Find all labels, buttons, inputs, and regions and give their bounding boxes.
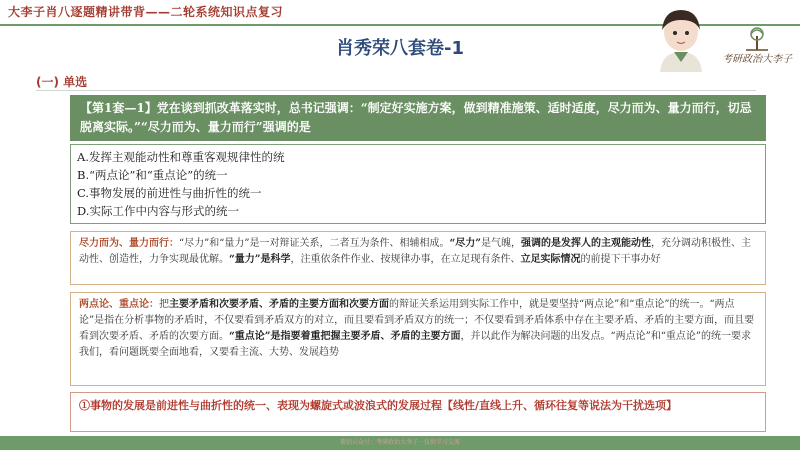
explanation-bold: 强调的是发挥人的主观能动性 bbox=[520, 238, 651, 249]
option-c[interactable]: C.事物发展的前进性与曲折性的统一 bbox=[77, 186, 262, 200]
explanation-text: 的辩证关系运用到实际工作中，就是要坚持“两点论”和“重点论”的统一。“两点论”是指在分析事物的矛盾时，不仅要看到矛盾双方的对立，而且要看到矛盾双方的统一；不仅要看到矛盾体系中存在主要矛盾、矛盾的主要方面，而且要看到次要矛盾、矛盾的次要方面。 bbox=[79, 299, 755, 342]
section-label: (一) 单选 bbox=[36, 75, 88, 89]
brand-logo bbox=[716, 26, 798, 72]
explanation-bold: “量力”是科学 bbox=[229, 254, 291, 265]
course-title: 大李子肖八逐题精讲带背——二轮系统知识点复习 bbox=[8, 5, 284, 19]
tree-logo-icon bbox=[716, 26, 798, 52]
logo-text: 考研政治大李子 bbox=[722, 54, 792, 65]
option-b[interactable]: B.“两点论”和“重点论”的统一 bbox=[77, 168, 228, 182]
explanation-bold: 立足实际情况 bbox=[520, 254, 581, 265]
explanation-bold: 主要矛盾和次要矛盾、矛盾的主要方面和次要方面 bbox=[169, 299, 389, 310]
explanation-text: “尽力”和“量力”是一对辩证关系，二者互为条件、相辅相成。 bbox=[179, 238, 450, 249]
question-stem: 【第1套—1】党在谈到抓改革落实时，总书记强调：“制定好实施方案，做到精准施策、适时适度，尽力而为、量力而行，切忌脱离实际。”“尽力而为、量力而行”强调的是 bbox=[70, 95, 766, 141]
explanation-bold: “重点论”是指要着重把握主要矛盾、矛盾的主要方面 bbox=[229, 331, 461, 342]
explanation-text: ，充分调动积极性、主动性、创造性，力争实现最优解。 bbox=[79, 238, 751, 265]
section-divider bbox=[36, 90, 756, 91]
page-title: 肖秀荣八套卷-1 bbox=[336, 38, 464, 59]
explanation-keyword: 两点论、重点论： bbox=[79, 299, 159, 310]
explanation-text: ，注重依条件作业、按规律办事，在立足现有条件、 bbox=[290, 254, 521, 265]
explanation-text: 把 bbox=[159, 299, 169, 310]
explanation-text: 是气魄， bbox=[480, 238, 521, 249]
explanation-box-1 bbox=[70, 231, 766, 285]
option-a[interactable]: A.发挥主观能动性和尊重客观规律性的统 bbox=[77, 150, 285, 164]
explanation-keyword: 尽力而为、量力而行： bbox=[79, 238, 179, 249]
explanation-box-2 bbox=[70, 292, 766, 386]
option-d[interactable]: D.实际工作中内容与形式的统一 bbox=[77, 204, 239, 218]
explanation-bold: “尽力” bbox=[449, 238, 481, 249]
options-list bbox=[70, 144, 766, 224]
presenter-avatar-icon bbox=[652, 6, 710, 72]
explanation-text: 的前提下干事办好 bbox=[580, 254, 661, 265]
explanation-text: ，并以此作为解决问题的出发点。“两点论”和“重点论”的统一要求我们，看问题既要全面地看，又要看主流、大势、发展趋势 bbox=[79, 331, 751, 358]
watermark-text: 微信公众号：考研政治大李子 · 仅供学习交流 bbox=[340, 439, 460, 446]
distractor-note-box: ①事物的发展是前进性与曲折性的统一、表现为螺旋式或波浪式的发展过程【线性/直线上升、循环往复等说法为干扰选项】 bbox=[70, 392, 766, 432]
